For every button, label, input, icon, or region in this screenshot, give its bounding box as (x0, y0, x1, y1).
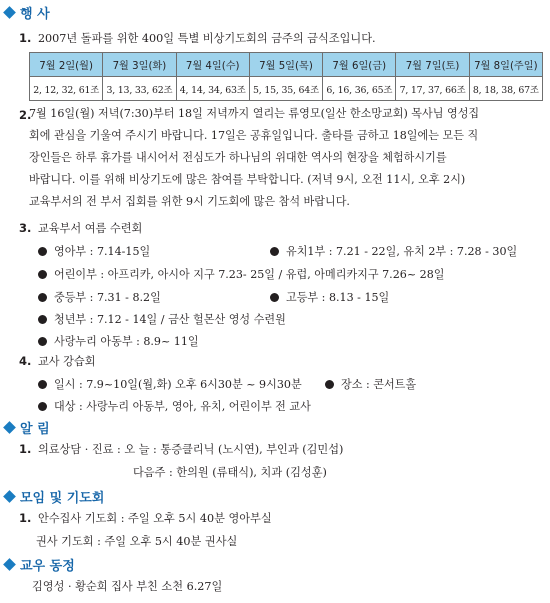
meeting-line: 안수집사 기도회 : 주일 오후 5시 40분 영아부실 (37, 512, 272, 525)
list-item: 사랑누리 아동부 : 8.9~ 11일 (38, 333, 199, 349)
event-item-4-title: 교사 강습회 (37, 355, 96, 368)
section-title: 알 림 (20, 422, 50, 437)
table-header-row (30, 53, 543, 77)
paragraph-line: 회에 관심을 기울여 주시기 바랍니다. 17일은 공휴일입니다. 출타를 금하고 18일에는 모든 직 (29, 129, 479, 142)
notice-line-2: 다음주 : 한의원 (류태식), 치과 (김성훈) (133, 466, 327, 479)
table-header: 7월 6일(금) (323, 53, 396, 77)
diamond-icon (3, 6, 16, 19)
notice-item-1: 1. 의료상담 · 진료 : 오 늘 : 통증클리닉 (노시연), 부인과 (김민섭) (19, 442, 344, 456)
table-cell: 8, 18, 38, 67조 (469, 77, 542, 101)
event-item-3-title: 교육부서 여름 수련회 (37, 222, 143, 235)
table-cell: 3, 13, 33, 62조 (103, 77, 176, 101)
table-cell: 7, 17, 37, 66조 (396, 77, 469, 101)
paragraph-line: 교육부서의 전 부서 집회를 위한 9시 기도회에 많은 참석 바랍니다. (29, 195, 350, 208)
diamond-icon (3, 490, 16, 503)
meeting-item-1: 1. 안수집사 기도회 : 주일 오후 5시 40분 영아부실 (19, 511, 272, 525)
section-header-events (3, 3, 50, 22)
table-header: 7월 8일(주일) (469, 53, 542, 77)
bullet-icon (325, 380, 334, 389)
list-item: 영아부 : 7.14-15일 (38, 243, 150, 259)
list-item: 어린이부 : 아프리카, 아시아 지구 7.23- 25일 / 유럽, 아메리카지구 7.26~ 28일 (38, 266, 444, 282)
event-item-1: 1. 2007년 돌파를 위한 400일 특별 비상기도회의 금주의 금식조입니다. (19, 31, 376, 45)
bullet-icon (38, 380, 47, 389)
bullet-icon (38, 315, 47, 324)
list-item: 대상 : 사랑누리 아동부, 영아, 유치, 어린이부 전 교사 (38, 398, 311, 414)
event-item-2-paragraph (29, 103, 541, 213)
list-item: 청년부 : 7.12 - 14일 / 금산 헐몬산 영성 수련원 (38, 311, 286, 327)
table-header: 7월 3일(화) (103, 53, 176, 77)
diamond-icon (3, 421, 16, 434)
section-title: 교우 동정 (20, 559, 75, 574)
list-item: 고등부 : 8.13 - 15일 (270, 289, 389, 305)
table-row (30, 77, 543, 101)
event-item-4: 4. 교사 강습회 (19, 354, 96, 368)
bullet-icon (270, 247, 279, 256)
bullet-icon (38, 337, 47, 346)
member-news-line: 김영성 · 황순희 집사 부친 소천 6.27일 (32, 580, 223, 593)
notice-line: 의료상담 · 진료 : 오 늘 : 통증클리닉 (노시연), 부인과 (김민섭) (37, 443, 344, 456)
bullet-icon (270, 293, 279, 302)
event-item-2-number: 2. (19, 108, 32, 122)
meeting-line-2: 권사 기도회 : 주일 오후 5시 40분 권사실 (36, 535, 238, 548)
table-cell: 5, 15, 35, 64조 (249, 77, 322, 101)
list-item: 일시 : 7.9~10일(월,화) 오후 6시30분 ~ 9시30분 (38, 376, 302, 392)
section-header-notice (3, 418, 50, 437)
section-header-members (3, 555, 75, 574)
paragraph-line: 7월 16일(월) 저녁(7:30)부터 18일 저녁까지 열리는 류영모(일산 한소망교회) 목사님 영성집 (29, 107, 480, 120)
bullet-icon (38, 247, 47, 256)
paragraph-line: 바랍니다. 이를 위해 비상기도에 많은 참여를 부탁합니다. (저녁 9시, 오전 11시, 오후 2시) (29, 173, 466, 186)
fasting-schedule-table (29, 52, 543, 101)
event-item-1-text: 2007년 돌파를 위한 400일 특별 비상기도회의 금주의 금식조입니다. (37, 32, 376, 45)
list-item: 장소 : 콘서트홀 (325, 376, 416, 392)
table-header: 7월 7일(토) (396, 53, 469, 77)
table-header: 7월 2일(월) (30, 53, 103, 77)
section-title: 모임 및 기도회 (20, 491, 105, 506)
bullet-icon (38, 293, 47, 302)
table-cell: 4, 14, 34, 63조 (176, 77, 249, 101)
section-title: 행 사 (20, 7, 50, 22)
event-item-3: 3. 교육부서 여름 수련회 (19, 221, 143, 235)
list-item: 중등부 : 7.31 - 8.2일 (38, 289, 161, 305)
table-cell: 2, 12, 32, 61조 (30, 77, 103, 101)
bullet-icon (38, 270, 47, 279)
table-cell: 6, 16, 36, 65조 (323, 77, 396, 101)
bullet-icon (38, 402, 47, 411)
paragraph-line: 장인들은 하루 휴가를 내시어서 전심도가 하나님의 위대한 역사의 현장을 체험하시기를 (29, 151, 447, 164)
list-item: 유치1부 : 7.21 - 22일, 유치 2부 : 7.28 - 30일 (270, 243, 517, 259)
table-header: 7월 5일(목) (249, 53, 322, 77)
diamond-icon (3, 558, 16, 571)
section-header-meetings (3, 487, 104, 506)
table-header: 7월 4일(수) (176, 53, 249, 77)
